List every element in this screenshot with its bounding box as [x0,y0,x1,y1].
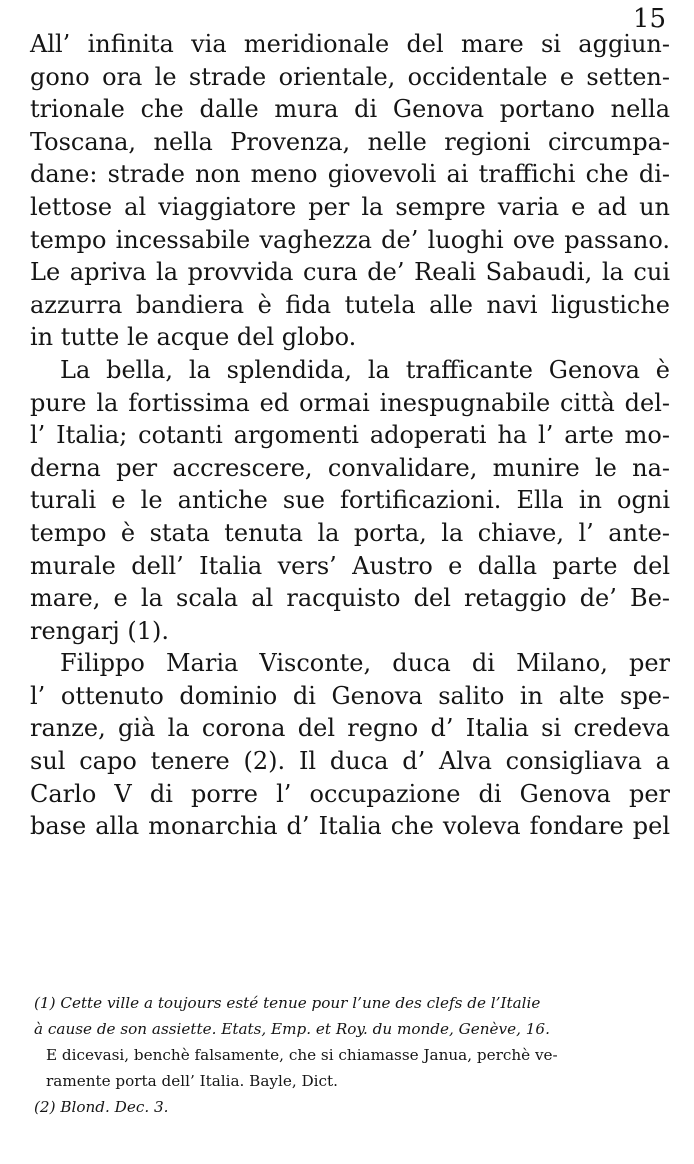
text-line: rengarj (1). [30,616,169,645]
footnote-line: à cause de son assiette. Etats, Emp. et Roy. du monde, Genève, 16. [34,1020,550,1038]
text-line: Filippo Maria Visconte, duca di Milano, per [60,649,670,678]
page-number: 15 [632,4,666,34]
text-line: l’ Italia; cotanti argomenti adoperati ha l’ arte mo- [30,421,670,450]
text-line: sul capo tenere (2). Il duca d’ Alva consigliava a [30,747,670,776]
text-line: derna per accrescere, convalidare, munire le na- [30,453,670,482]
text-line: base alla monarchia d’ Italia che voleva fondare pel [30,812,670,841]
text-line: lettose al viaggiatore per la sempre varia e ad un [30,192,670,221]
text-line: azzurra bandiera è fida tutela alle navi ligustiche [30,290,670,319]
footnote-line: (2) Blond. Dec. 3. [34,1098,169,1116]
footnote-line: (1) Cette ville a toujours esté tenue pour l’une des clefs de l’Italie [34,994,541,1012]
text-line: tempo incessabile vaghezza de’ luoghi ove passano. [30,225,670,254]
text-line: La bella, la splendida, la trafficante Genova è [60,355,670,384]
text-line: pure la fortissima ed ormai inespugnabile città del- [30,388,670,417]
text-line: ranze, già la corona del regno d’ Italia si credeva [30,714,670,743]
footnotes [34,990,670,1120]
main-text [30,28,670,843]
text-line: Le apriva la provvida cura de’ Reali Sabaudi, la cui [30,258,670,287]
footnote-line: ramente porta dell’ Italia. Bayle, Dict. [46,1072,338,1090]
text-line: mare, e la scala al racquisto del retaggio de’ Be- [30,584,670,613]
text-line: Toscana, nella Provenza, nelle regioni circumpa- [30,127,670,156]
text-line: turali e le antiche sue fortificazioni. Ella in ogni [30,486,670,515]
text-line: All’ infinita via meridionale del mare si aggiun- [30,30,670,58]
text-line: l’ ottenuto dominio di Genova salito in alte spe- [30,681,670,710]
text-line: murale dell’ Italia vers’ Austro e dalla parte del [30,551,670,580]
text-line: tempo è stata tenuta la porta, la chiave, l’ ante- [30,518,670,547]
text-line: in tutte le acque del globo. [30,323,357,352]
footnote-line: E dicevasi, benchè falsamente, che si chiamasse Janua, perchè ve- [46,1046,558,1064]
text-line: trionale che dalle mura di Genova portano nella [30,95,670,124]
text-line: Carlo V di porre l’ occupazione di Genova per [30,779,670,808]
text-line: dane: strade non meno giovevoli ai traffichi che di- [30,160,670,189]
text-line: gono ora le strade orientale, occidentale e setten- [30,62,670,91]
